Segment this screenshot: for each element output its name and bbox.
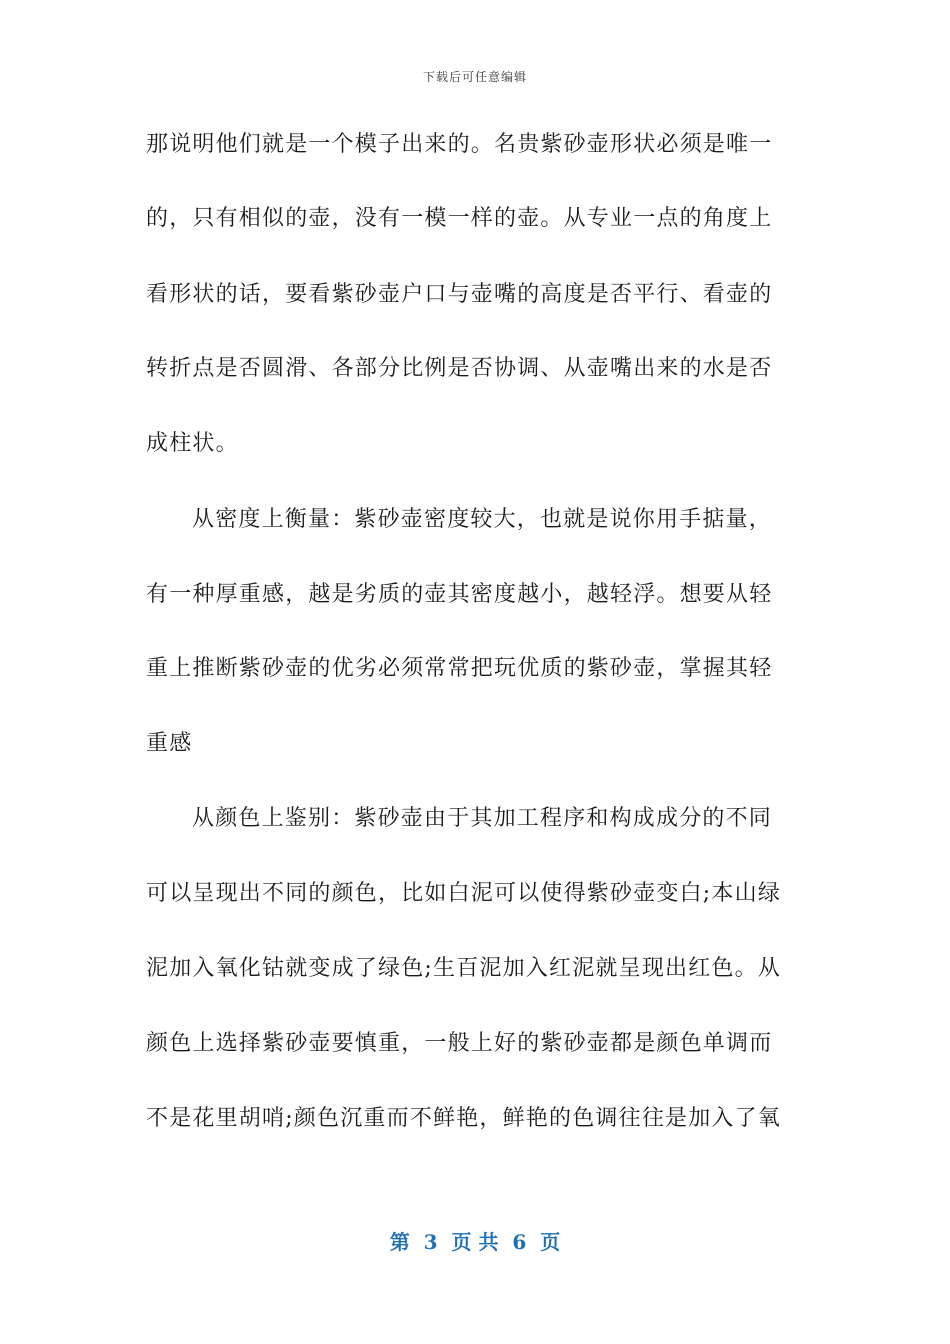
paragraph-line: 可以呈现出不同的颜色，比如白泥可以使得紫砂壶变白;本山绿 (146, 881, 782, 906)
header-note: 下载后可任意编辑 (422, 70, 527, 84)
paragraph-line: 从密度上衡量：紫砂壶密度较大，也就是说你用手掂量， (192, 507, 773, 532)
paragraph-line: 的，只有相似的壶，没有一模一样的壶。从专业一点的角度上 (146, 206, 773, 231)
paragraph-line: 重上推断紫砂壶的优劣必须常常把玩优质的紫砂壶，掌握其轻 (146, 656, 773, 681)
paragraph-line: 转折点是否圆滑、各部分比例是否协调、从壶嘴出来的水是否 (146, 356, 773, 381)
page-number: 第 3 页 共 6 页 (389, 1230, 561, 1254)
paragraph-line: 泥加入氧化钴就变成了绿色;生百泥加入红泥就呈现出红色。从 (146, 956, 782, 981)
paragraph-line: 成柱状。 (146, 431, 239, 456)
paragraph-line: 颜色上选择紫砂壶要慎重，一般上好的紫砂壶都是颜色单调而 (146, 1031, 773, 1056)
paragraph-line: 从颜色上鉴别：紫砂壶由于其加工程序和构成成分的不同 (192, 806, 773, 831)
paragraph-line: 不是花里胡哨;颜色沉重而不鲜艳，鲜艳的色调往往是加入了氧 (146, 1106, 782, 1131)
paragraph-line: 重感 (146, 731, 193, 756)
paragraph-line: 看形状的话，要看紫砂壶户口与壶嘴的高度是否平行、看壶的 (146, 282, 773, 307)
paragraph-line: 那说明他们就是一个模子出来的。名贵紫砂壶形状必须是唯一 (146, 132, 773, 157)
paragraph-line: 有一种厚重感，越是劣质的壶其密度越小，越轻浮。想要从轻 (146, 582, 773, 607)
